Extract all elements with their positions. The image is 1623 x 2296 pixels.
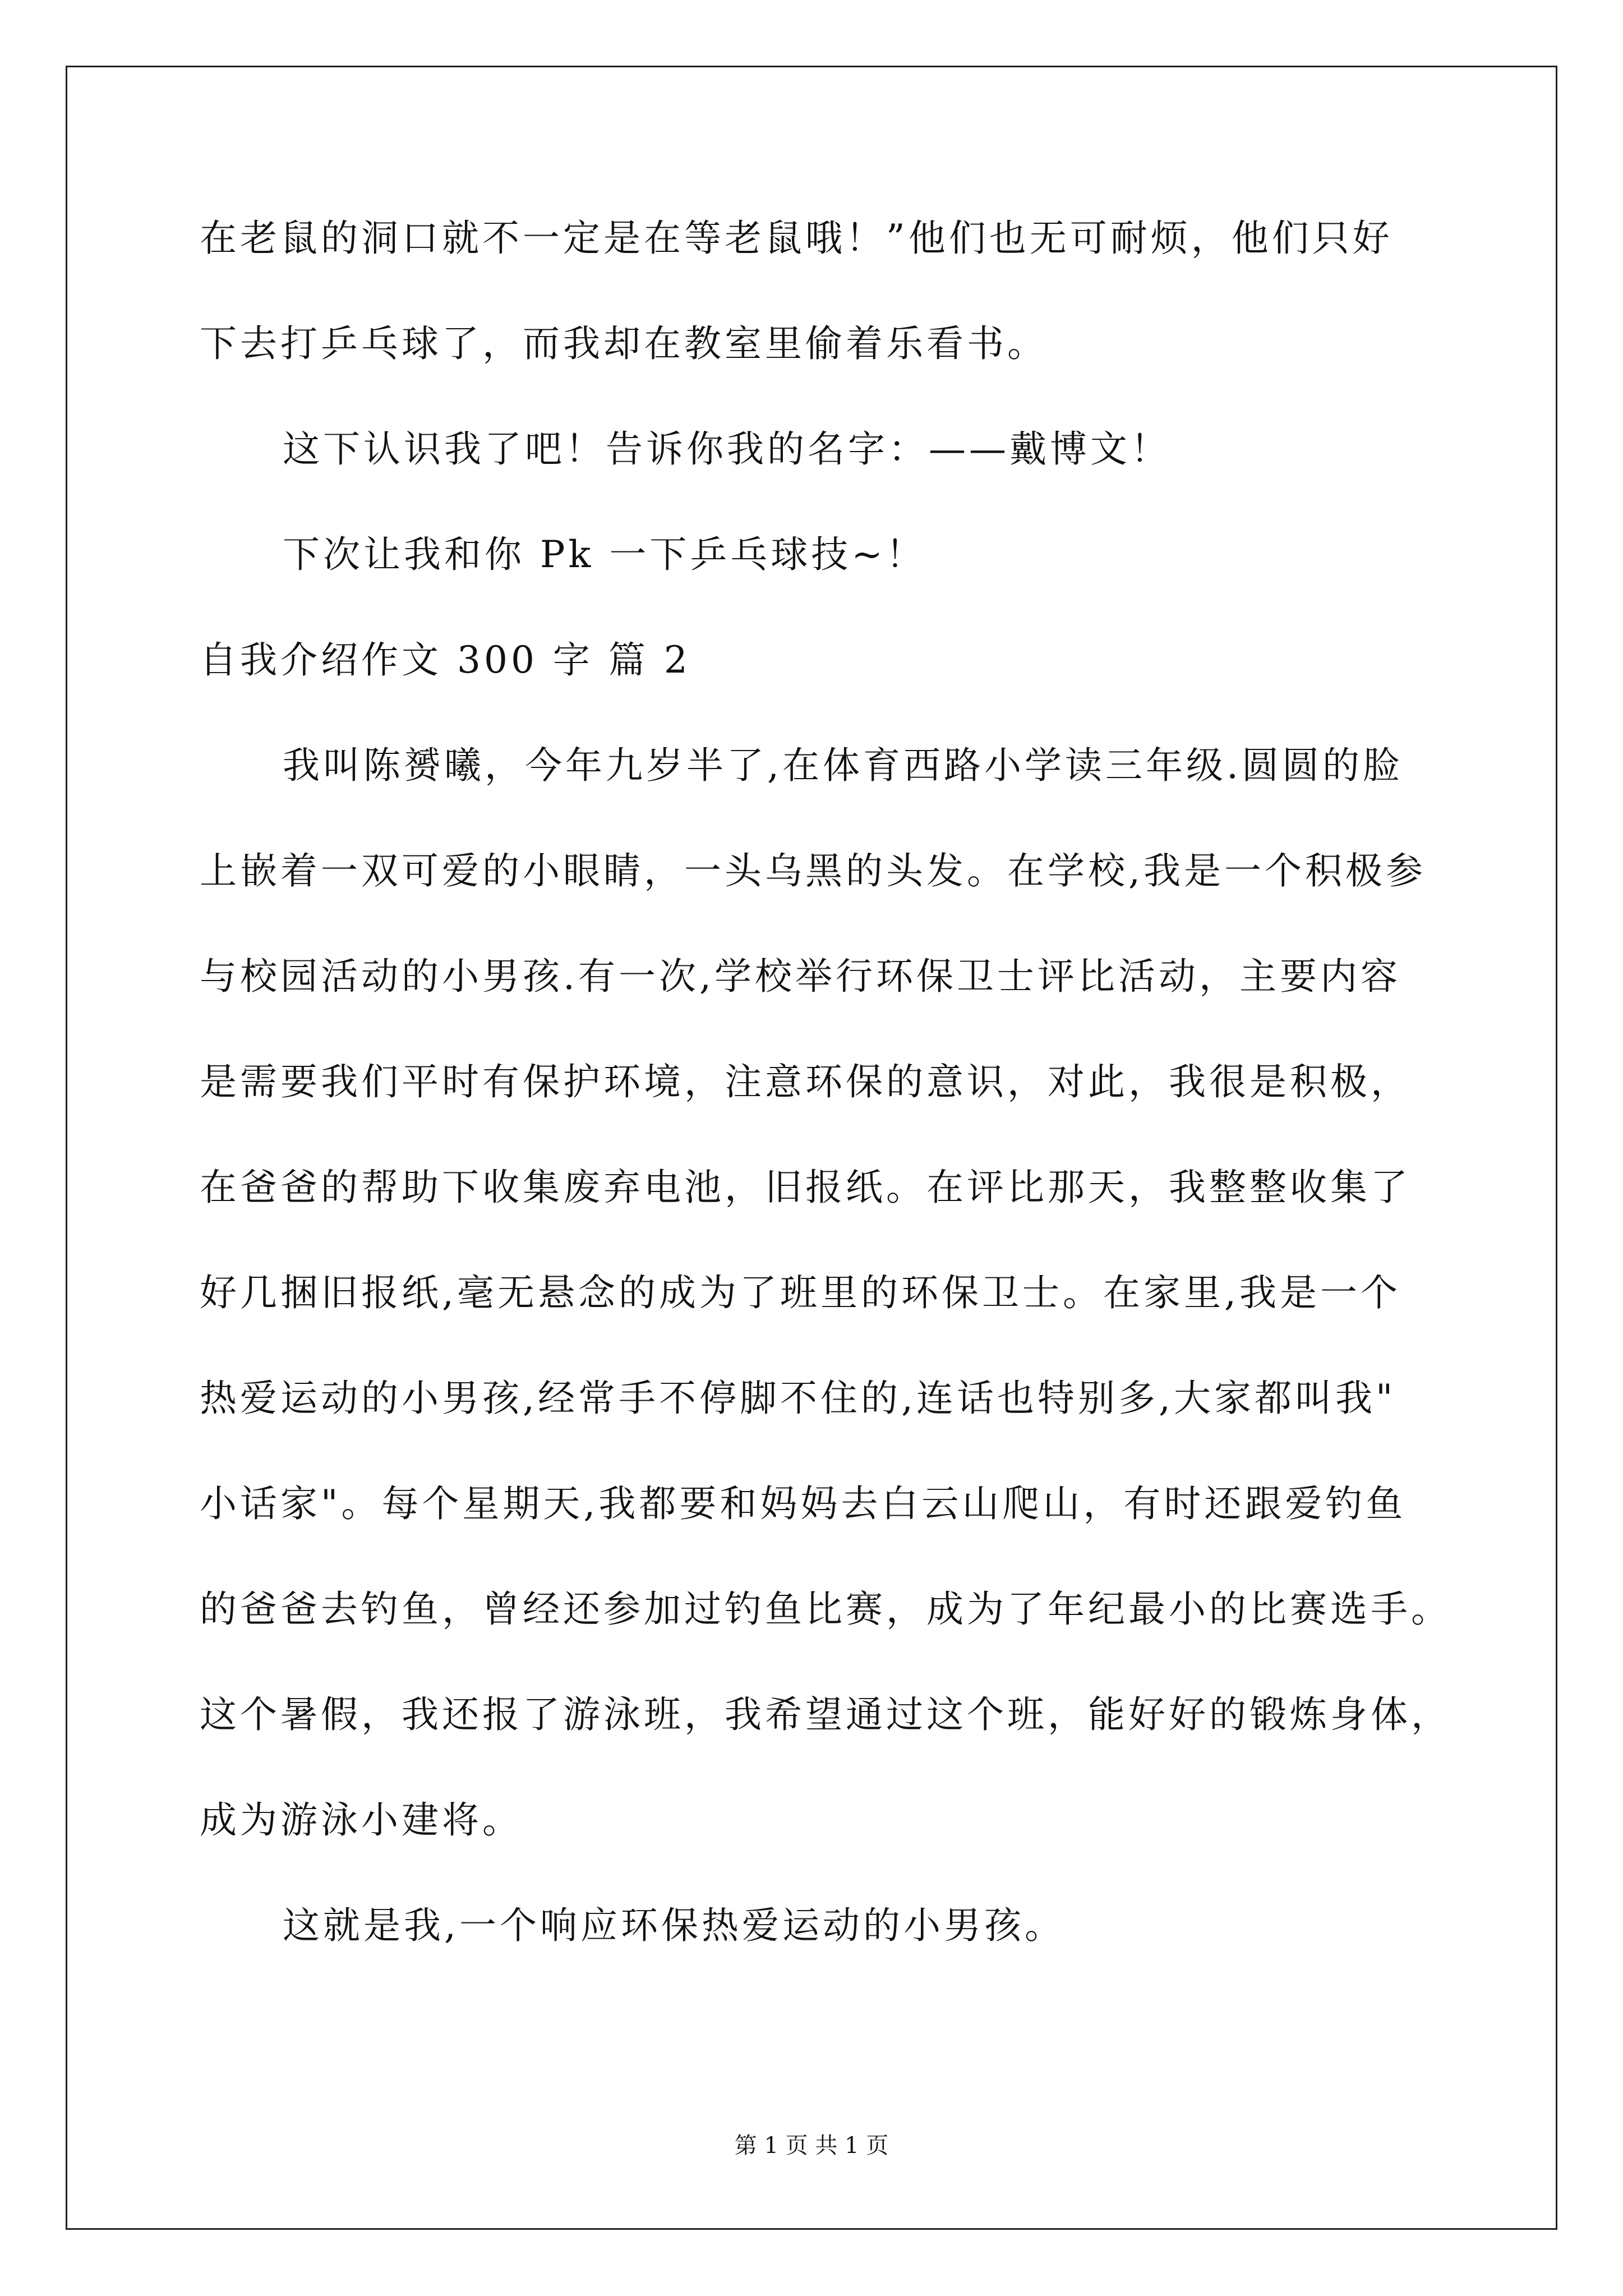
text-line: 这个暑假，我还报了游泳班，我希望通过这个班，能好好的锻炼身体， — [200, 1693, 1451, 1736]
text-line: 上嵌着一双可爱的小眼睛，一头乌黑的头发。在学校,我是一个积极参 — [200, 849, 1426, 892]
text-line: 成为游泳小建将。 — [200, 1798, 523, 1842]
text-line: 在爸爸的帮助下收集废弃电池，旧报纸。在评比那天，我整整收集了 — [200, 1166, 1411, 1209]
text-line: 小话家"。每个星期天,我都要和妈妈去白云山爬山，有时还跟爱钓鱼 — [200, 1482, 1407, 1525]
text-line: 下去打乒乓球了，而我却在教室里偷着乐看书。 — [200, 322, 1048, 365]
paragraph-line: 下次让我和你 Pk 一下乒乓球技~！ — [283, 533, 926, 576]
paragraph-line: 我叫陈赟曦，今年九岁半了,在体育西路小学读三年级.圆圆的脸 — [283, 744, 1403, 787]
text-line: 在老鼠的洞口就不一定是在等老鼠哦！”他们也无可耐烦，他们只好 — [200, 217, 1393, 260]
text-line: 与校园活动的小男孩.有一次,学校举行环保卫士评比活动，主要内容 — [200, 955, 1401, 998]
paragraph-line: 这下认识我了吧！告诉你我的名字：——戴博文！ — [283, 427, 1171, 471]
text-line: 是需要我们平时有保护环境，注意环保的意识，对此，我很是积极， — [200, 1060, 1411, 1103]
text-line: 热爱运动的小男孩,经常手不停脚不住的,连话也特别多,大家都叫我" — [200, 1377, 1396, 1420]
page-number: 第 1 页 共 1 页 — [734, 2133, 889, 2159]
text-line: 好几捆旧报纸,毫无悬念的成为了班里的环保卫士。在家里,我是一个 — [200, 1271, 1401, 1314]
section-heading: 自我介绍作文 300 字 篇 2 — [200, 638, 691, 682]
paragraph-line: 这就是我,一个响应环保热爱运动的小男孩。 — [283, 1904, 1065, 1947]
text-line: 的爸爸去钓鱼，曾经还参加过钓鱼比赛，成为了年纪最小的比赛选手。 — [200, 1588, 1451, 1631]
